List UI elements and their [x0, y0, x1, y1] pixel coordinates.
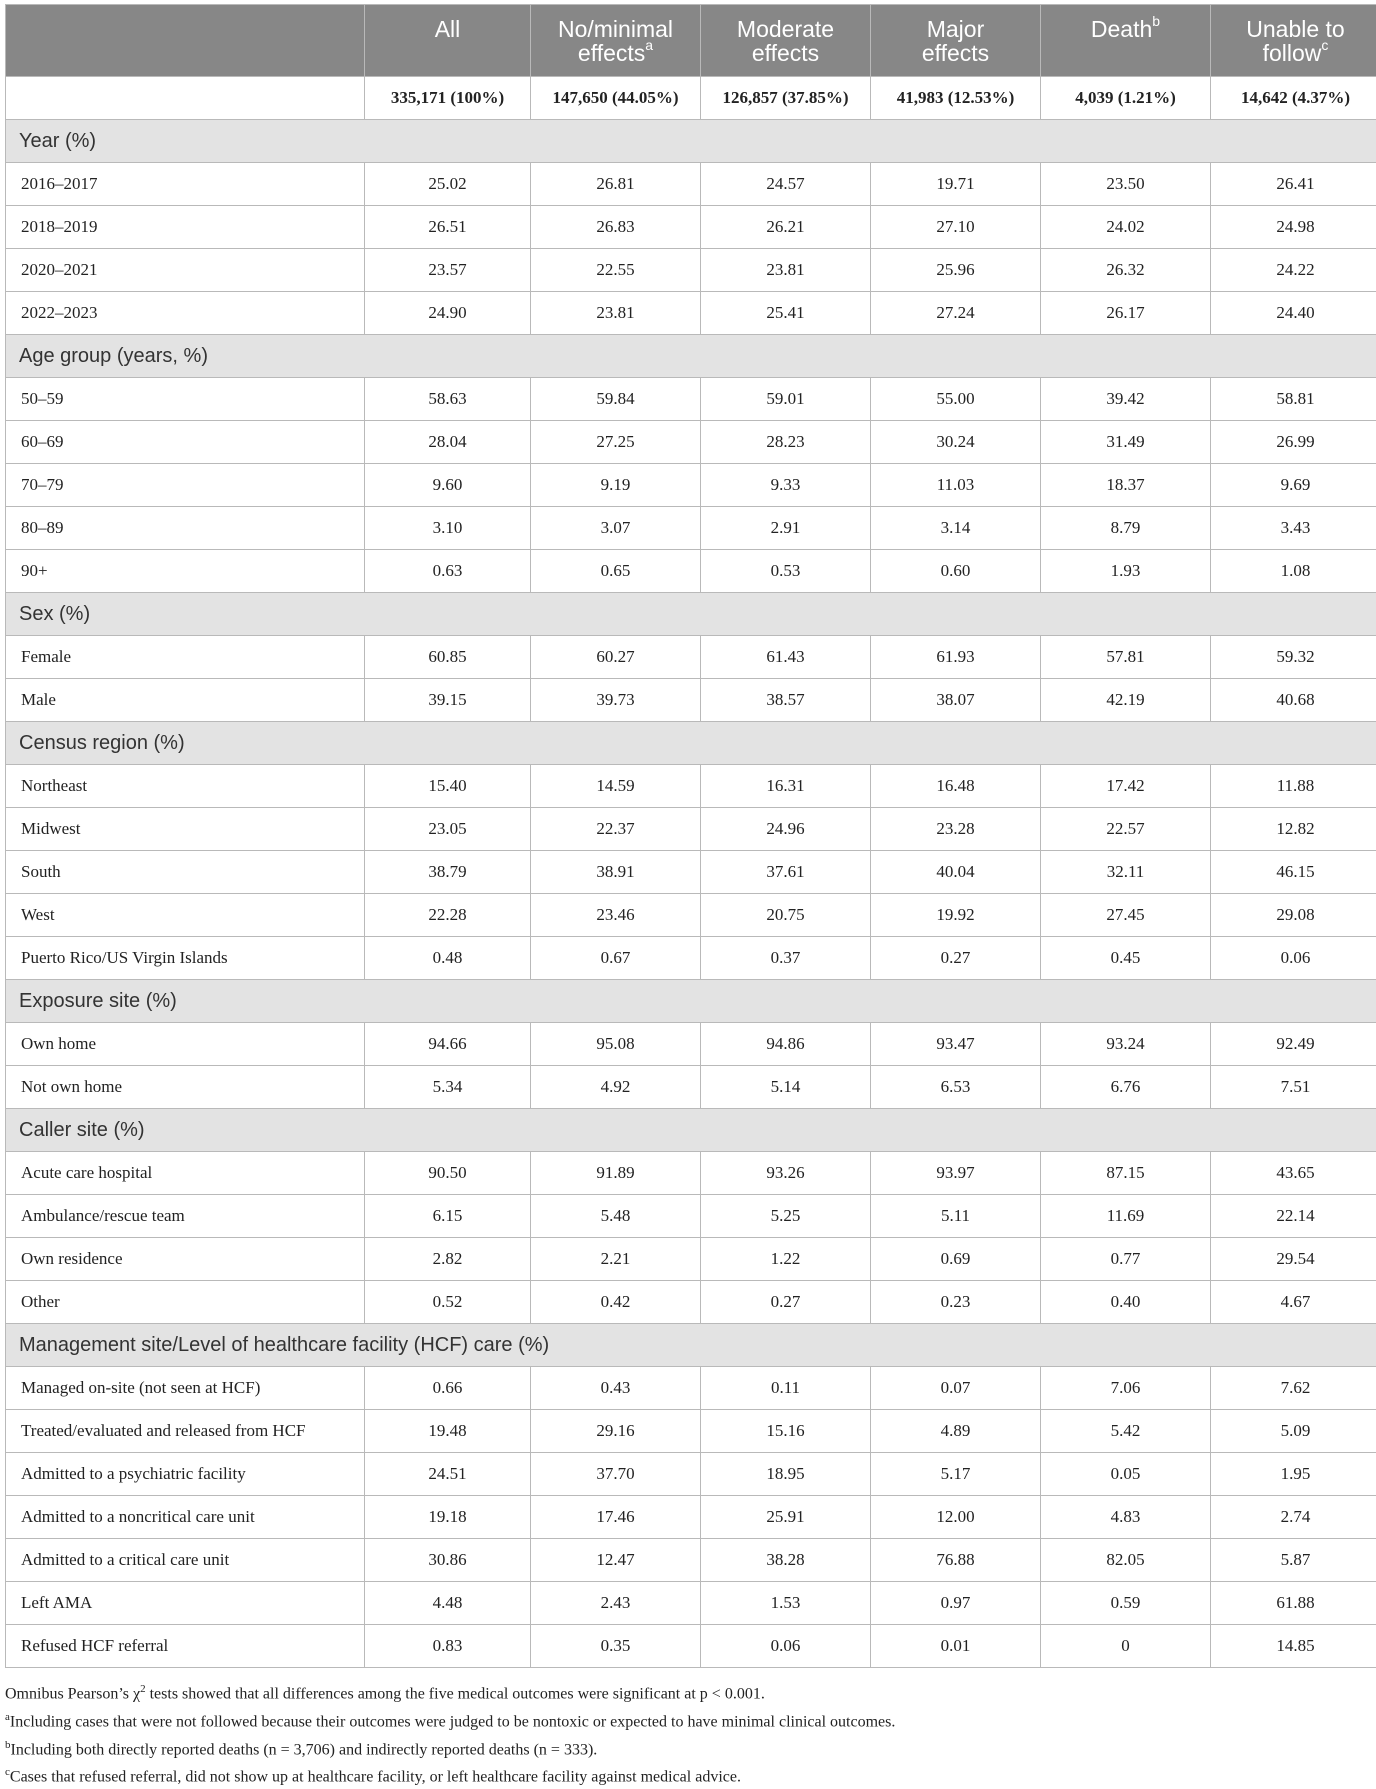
- row-label: 90+: [6, 550, 365, 593]
- table-cell: 5.42: [1041, 1410, 1211, 1453]
- table-cell: 0.06: [701, 1625, 871, 1668]
- table-cell: 4.83: [1041, 1496, 1211, 1539]
- table-cell: 31.49: [1041, 421, 1211, 464]
- table-footnotes: [5, 1678, 1371, 1789]
- row-label: Not own home: [6, 1066, 365, 1109]
- table-cell: 0.01: [871, 1625, 1041, 1668]
- table-cell: 59.32: [1211, 636, 1376, 679]
- table-cell: 28.04: [365, 421, 531, 464]
- table-cell: 26.99: [1211, 421, 1376, 464]
- table-cell: 9.69: [1211, 464, 1376, 507]
- section-title: Management site/Level of healthcare facility (HCF) care (%): [6, 1324, 1376, 1367]
- row-label: 70–79: [6, 464, 365, 507]
- section-header-row: [6, 722, 1376, 765]
- table-cell: 26.51: [365, 206, 531, 249]
- table-cell: 0.48: [365, 937, 531, 980]
- section-title: Sex (%): [6, 593, 1376, 636]
- table-cell: 82.05: [1041, 1539, 1211, 1582]
- table-cell: 0.77: [1041, 1238, 1211, 1281]
- table-cell: 55.00: [871, 378, 1041, 421]
- table-cell: 0.27: [871, 937, 1041, 980]
- table-cell: 23.57: [365, 249, 531, 292]
- table-cell: 0.40: [1041, 1281, 1211, 1324]
- table-cell: 26.81: [531, 163, 701, 206]
- table-cell: 11.03: [871, 464, 1041, 507]
- table-cell: 93.47: [871, 1023, 1041, 1066]
- table-row: [6, 1195, 1376, 1238]
- row-label: Midwest: [6, 808, 365, 851]
- row-label: Female: [6, 636, 365, 679]
- table-cell: 7.51: [1211, 1066, 1376, 1109]
- row-label: Acute care hospital: [6, 1152, 365, 1195]
- table-cell: 0.06: [1211, 937, 1376, 980]
- table-cell: 40.68: [1211, 679, 1376, 722]
- table-cell: 4.92: [531, 1066, 701, 1109]
- table-cell: 29.54: [1211, 1238, 1376, 1281]
- table-cell: 16.48: [871, 765, 1041, 808]
- table-cell: 93.26: [701, 1152, 871, 1195]
- table-cell: 39.42: [1041, 378, 1211, 421]
- table-cell: 61.93: [871, 636, 1041, 679]
- header-all: All: [365, 5, 531, 77]
- table-row: [6, 679, 1376, 722]
- table-cell: 6.53: [871, 1066, 1041, 1109]
- table-cell: 22.55: [531, 249, 701, 292]
- table-cell: 0.42: [531, 1281, 701, 1324]
- header-no-minimal-effects: No/minimal effects$^a$: [531, 5, 701, 77]
- table-cell: 18.95: [701, 1453, 871, 1496]
- table-cell: 23.81: [531, 292, 701, 335]
- row-label: Own residence: [6, 1238, 365, 1281]
- table-cell: 0.05: [1041, 1453, 1211, 1496]
- total-cell: 335,171 (100%): [365, 77, 531, 120]
- table-cell: 0.45: [1041, 937, 1211, 980]
- table-cell: 22.57: [1041, 808, 1211, 851]
- table-cell: 40.04: [871, 851, 1041, 894]
- row-label: 2020–2021: [6, 249, 365, 292]
- table-cell: 3.07: [531, 507, 701, 550]
- table-row: [6, 249, 1376, 292]
- table-cell: 0.35: [531, 1625, 701, 1668]
- table-row: [6, 1453, 1376, 1496]
- row-label: West: [6, 894, 365, 937]
- table-cell: 2.82: [365, 1238, 531, 1281]
- table-cell: 0.97: [871, 1582, 1041, 1625]
- row-label: 2018–2019: [6, 206, 365, 249]
- table-cell: 24.22: [1211, 249, 1376, 292]
- table-row: [6, 808, 1376, 851]
- table-cell: 12.00: [871, 1496, 1041, 1539]
- section-header-row: [6, 120, 1376, 163]
- table-cell: 0.11: [701, 1367, 871, 1410]
- table-cell: 38.07: [871, 679, 1041, 722]
- row-label: Managed on-site (not seen at HCF): [6, 1367, 365, 1410]
- totals-row: [6, 77, 1376, 120]
- row-label: Admitted to a noncritical care unit: [6, 1496, 365, 1539]
- total-cell: 4,039 (1.21%): [1041, 77, 1211, 120]
- row-label: Northeast: [6, 765, 365, 808]
- table-cell: 1.95: [1211, 1453, 1376, 1496]
- table-body: [6, 77, 1376, 1668]
- table-cell: 93.97: [871, 1152, 1041, 1195]
- header-unable-to-follow: Unable to follow$^c$: [1211, 5, 1376, 77]
- table-cell: 0.52: [365, 1281, 531, 1324]
- footnote-c: $^c$Cases that refused referral, did not show up at healthcare facility, or left healthcare facility against medical advice.: [5, 1761, 1371, 1789]
- table-cell: 26.83: [531, 206, 701, 249]
- table-row: [6, 1152, 1376, 1195]
- table-cell: 46.15: [1211, 851, 1376, 894]
- total-cell: 126,857 (37.85%): [701, 77, 871, 120]
- table-cell: 15.16: [701, 1410, 871, 1453]
- table-row: [6, 636, 1376, 679]
- table-cell: 29.16: [531, 1410, 701, 1453]
- table-cell: 1.22: [701, 1238, 871, 1281]
- table-cell: 26.21: [701, 206, 871, 249]
- table-cell: 9.19: [531, 464, 701, 507]
- table-row: [6, 206, 1376, 249]
- table-cell: 14.59: [531, 765, 701, 808]
- table-cell: 28.23: [701, 421, 871, 464]
- row-label: Male: [6, 679, 365, 722]
- table-cell: 2.91: [701, 507, 871, 550]
- row-label: 50–59: [6, 378, 365, 421]
- table-cell: 18.37: [1041, 464, 1211, 507]
- table-cell: 3.43: [1211, 507, 1376, 550]
- table-cell: 11.88: [1211, 765, 1376, 808]
- table-cell: 26.17: [1041, 292, 1211, 335]
- row-label: 80–89: [6, 507, 365, 550]
- section-header-row: [6, 1109, 1376, 1152]
- table-cell: 16.31: [701, 765, 871, 808]
- table-row: [6, 292, 1376, 335]
- table-cell: 5.87: [1211, 1539, 1376, 1582]
- table-cell: 4.67: [1211, 1281, 1376, 1324]
- footnote-b: $^b$Including both directly reported deaths (n = 3,706) and indirectly reported deaths (n = 333).: [5, 1734, 1371, 1762]
- table-cell: 60.27: [531, 636, 701, 679]
- table-cell: 92.49: [1211, 1023, 1376, 1066]
- table-cell: 11.69: [1041, 1195, 1211, 1238]
- table-cell: 27.24: [871, 292, 1041, 335]
- table-cell: 0: [1041, 1625, 1211, 1668]
- table-cell: 5.11: [871, 1195, 1041, 1238]
- table-cell: 59.01: [701, 378, 871, 421]
- table-row: [6, 163, 1376, 206]
- table-cell: 0.43: [531, 1367, 701, 1410]
- table-cell: 5.14: [701, 1066, 871, 1109]
- row-label: 2016–2017: [6, 163, 365, 206]
- table-cell: 19.71: [871, 163, 1041, 206]
- row-label: Own home: [6, 1023, 365, 1066]
- total-cell: 14,642 (4.37%): [1211, 77, 1376, 120]
- totals-label: [6, 77, 365, 120]
- table-cell: 27.10: [871, 206, 1041, 249]
- table-cell: 95.08: [531, 1023, 701, 1066]
- table-cell: 3.14: [871, 507, 1041, 550]
- table-cell: 6.76: [1041, 1066, 1211, 1109]
- section-title: Age group (years, %): [6, 335, 1376, 378]
- table-cell: 3.10: [365, 507, 531, 550]
- table-cell: 15.40: [365, 765, 531, 808]
- table-cell: 57.81: [1041, 636, 1211, 679]
- section-title: Exposure site (%): [6, 980, 1376, 1023]
- table-cell: 1.93: [1041, 550, 1211, 593]
- section-title: Census region (%): [6, 722, 1376, 765]
- table-cell: 2.43: [531, 1582, 701, 1625]
- table-cell: 5.25: [701, 1195, 871, 1238]
- table-cell: 58.63: [365, 378, 531, 421]
- table-row: [6, 937, 1376, 980]
- table-cell: 0.07: [871, 1367, 1041, 1410]
- table-cell: 25.96: [871, 249, 1041, 292]
- table-cell: 26.41: [1211, 163, 1376, 206]
- table-cell: 38.79: [365, 851, 531, 894]
- table-row: [6, 507, 1376, 550]
- table-cell: 27.25: [531, 421, 701, 464]
- table-cell: 0.59: [1041, 1582, 1211, 1625]
- row-label: Puerto Rico/US Virgin Islands: [6, 937, 365, 980]
- table-cell: 60.85: [365, 636, 531, 679]
- table-cell: 1.08: [1211, 550, 1376, 593]
- table-cell: 17.46: [531, 1496, 701, 1539]
- table-cell: 19.92: [871, 894, 1041, 937]
- table-row: [6, 1582, 1376, 1625]
- table-cell: 14.85: [1211, 1625, 1376, 1668]
- table-row: [6, 765, 1376, 808]
- table-cell: 26.32: [1041, 249, 1211, 292]
- table-row: [6, 464, 1376, 507]
- table-cell: 5.17: [871, 1453, 1041, 1496]
- table-cell: 58.81: [1211, 378, 1376, 421]
- footnote-a: $^a$Including cases that were not followed because their outcomes were judged to be nontoxic or expected to have minimal clinical outcomes.: [5, 1706, 1371, 1734]
- table-cell: 24.02: [1041, 206, 1211, 249]
- table-cell: 42.19: [1041, 679, 1211, 722]
- table-cell: 23.46: [531, 894, 701, 937]
- table-cell: 94.86: [701, 1023, 871, 1066]
- table-cell: 2.74: [1211, 1496, 1376, 1539]
- table-cell: 93.24: [1041, 1023, 1211, 1066]
- table-cell: 32.11: [1041, 851, 1211, 894]
- table-cell: 24.40: [1211, 292, 1376, 335]
- table-cell: 7.06: [1041, 1367, 1211, 1410]
- row-label: Left AMA: [6, 1582, 365, 1625]
- table-cell: 59.84: [531, 378, 701, 421]
- table-row: [6, 1539, 1376, 1582]
- table-cell: 24.51: [365, 1453, 531, 1496]
- table-cell: 22.28: [365, 894, 531, 937]
- outcome-table: [5, 4, 1376, 1668]
- table-cell: 0.65: [531, 550, 701, 593]
- table-cell: 5.09: [1211, 1410, 1376, 1453]
- table-cell: 9.60: [365, 464, 531, 507]
- table-cell: 7.62: [1211, 1367, 1376, 1410]
- table-cell: 27.45: [1041, 894, 1211, 937]
- table-cell: 43.65: [1211, 1152, 1376, 1195]
- table-cell: 0.67: [531, 937, 701, 980]
- header-label: [6, 5, 365, 77]
- row-label: Admitted to a psychiatric facility: [6, 1453, 365, 1496]
- table-cell: 0.53: [701, 550, 871, 593]
- row-label: Treated/evaluated and released from HCF: [6, 1410, 365, 1453]
- outcome-table-container: [5, 4, 1371, 1789]
- table-cell: 39.15: [365, 679, 531, 722]
- table-cell: 12.47: [531, 1539, 701, 1582]
- row-label: Refused HCF referral: [6, 1625, 365, 1668]
- row-label: 60–69: [6, 421, 365, 464]
- row-label: 2022–2023: [6, 292, 365, 335]
- table-cell: 9.33: [701, 464, 871, 507]
- table-cell: 0.27: [701, 1281, 871, 1324]
- table-cell: 0.60: [871, 550, 1041, 593]
- table-cell: 12.82: [1211, 808, 1376, 851]
- row-label: Ambulance/rescue team: [6, 1195, 365, 1238]
- table-cell: 19.18: [365, 1496, 531, 1539]
- table-row: [6, 851, 1376, 894]
- table-cell: 37.70: [531, 1453, 701, 1496]
- table-cell: 90.50: [365, 1152, 531, 1195]
- section-header-row: [6, 593, 1376, 636]
- table-cell: 94.66: [365, 1023, 531, 1066]
- table-row: [6, 1496, 1376, 1539]
- table-cell: 38.28: [701, 1539, 871, 1582]
- table-cell: 8.79: [1041, 507, 1211, 550]
- section-header-row: [6, 980, 1376, 1023]
- table-cell: 4.89: [871, 1410, 1041, 1453]
- table-cell: 22.37: [531, 808, 701, 851]
- table-cell: 37.61: [701, 851, 871, 894]
- section-header-row: [6, 1324, 1376, 1367]
- table-cell: 39.73: [531, 679, 701, 722]
- table-cell: 25.41: [701, 292, 871, 335]
- table-cell: 0.37: [701, 937, 871, 980]
- section-title: Caller site (%): [6, 1109, 1376, 1152]
- table-row: [6, 1066, 1376, 1109]
- table-cell: 61.43: [701, 636, 871, 679]
- table-cell: 30.24: [871, 421, 1041, 464]
- table-row: [6, 378, 1376, 421]
- section-title: Year (%): [6, 120, 1376, 163]
- table-row: [6, 1625, 1376, 1668]
- table-cell: 87.15: [1041, 1152, 1211, 1195]
- table-cell: 29.08: [1211, 894, 1376, 937]
- table-cell: 0.23: [871, 1281, 1041, 1324]
- section-header-row: [6, 335, 1376, 378]
- table-cell: 20.75: [701, 894, 871, 937]
- table-cell: 38.91: [531, 851, 701, 894]
- table-cell: 23.81: [701, 249, 871, 292]
- table-cell: 24.90: [365, 292, 531, 335]
- table-cell: 0.83: [365, 1625, 531, 1668]
- table-row: [6, 1410, 1376, 1453]
- table-cell: 6.15: [365, 1195, 531, 1238]
- total-cell: 147,650 (44.05%): [531, 77, 701, 120]
- table-cell: 23.50: [1041, 163, 1211, 206]
- table-cell: 19.48: [365, 1410, 531, 1453]
- table-row: [6, 1023, 1376, 1066]
- table-row: [6, 1238, 1376, 1281]
- table-row: [6, 894, 1376, 937]
- total-cell: 41,983 (12.53%): [871, 77, 1041, 120]
- header-row: [6, 5, 1376, 77]
- table-row: [6, 1281, 1376, 1324]
- table-cell: 24.57: [701, 163, 871, 206]
- row-label: South: [6, 851, 365, 894]
- table-cell: 91.89: [531, 1152, 701, 1195]
- table-cell: 61.88: [1211, 1582, 1376, 1625]
- table-cell: 1.53: [701, 1582, 871, 1625]
- header-death: Death$^b$: [1041, 5, 1211, 77]
- table-cell: 24.98: [1211, 206, 1376, 249]
- table-cell: 38.57: [701, 679, 871, 722]
- table-cell: 5.34: [365, 1066, 531, 1109]
- table-row: [6, 550, 1376, 593]
- footnote-omnibus: Omnibus Pearson’s $\chi^2$ tests showed that all differences among the five medical outcomes were significant at p < 0.001.: [5, 1678, 1371, 1706]
- table-cell: 0.63: [365, 550, 531, 593]
- table-row: [6, 421, 1376, 464]
- table-cell: 23.05: [365, 808, 531, 851]
- row-label: Other: [6, 1281, 365, 1324]
- header-moderate-effects: Moderate effects: [701, 5, 871, 77]
- table-cell: 23.28: [871, 808, 1041, 851]
- table-cell: 0.69: [871, 1238, 1041, 1281]
- table-cell: 5.48: [531, 1195, 701, 1238]
- table-cell: 25.91: [701, 1496, 871, 1539]
- table-row: [6, 1367, 1376, 1410]
- table-cell: 0.66: [365, 1367, 531, 1410]
- table-cell: 30.86: [365, 1539, 531, 1582]
- row-label: Admitted to a critical care unit: [6, 1539, 365, 1582]
- table-cell: 4.48: [365, 1582, 531, 1625]
- table-cell: 17.42: [1041, 765, 1211, 808]
- table-cell: 2.21: [531, 1238, 701, 1281]
- header-major-effects: Major effects: [871, 5, 1041, 77]
- table-cell: 76.88: [871, 1539, 1041, 1582]
- table-cell: 22.14: [1211, 1195, 1376, 1238]
- table-cell: 25.02: [365, 163, 531, 206]
- table-cell: 24.96: [701, 808, 871, 851]
